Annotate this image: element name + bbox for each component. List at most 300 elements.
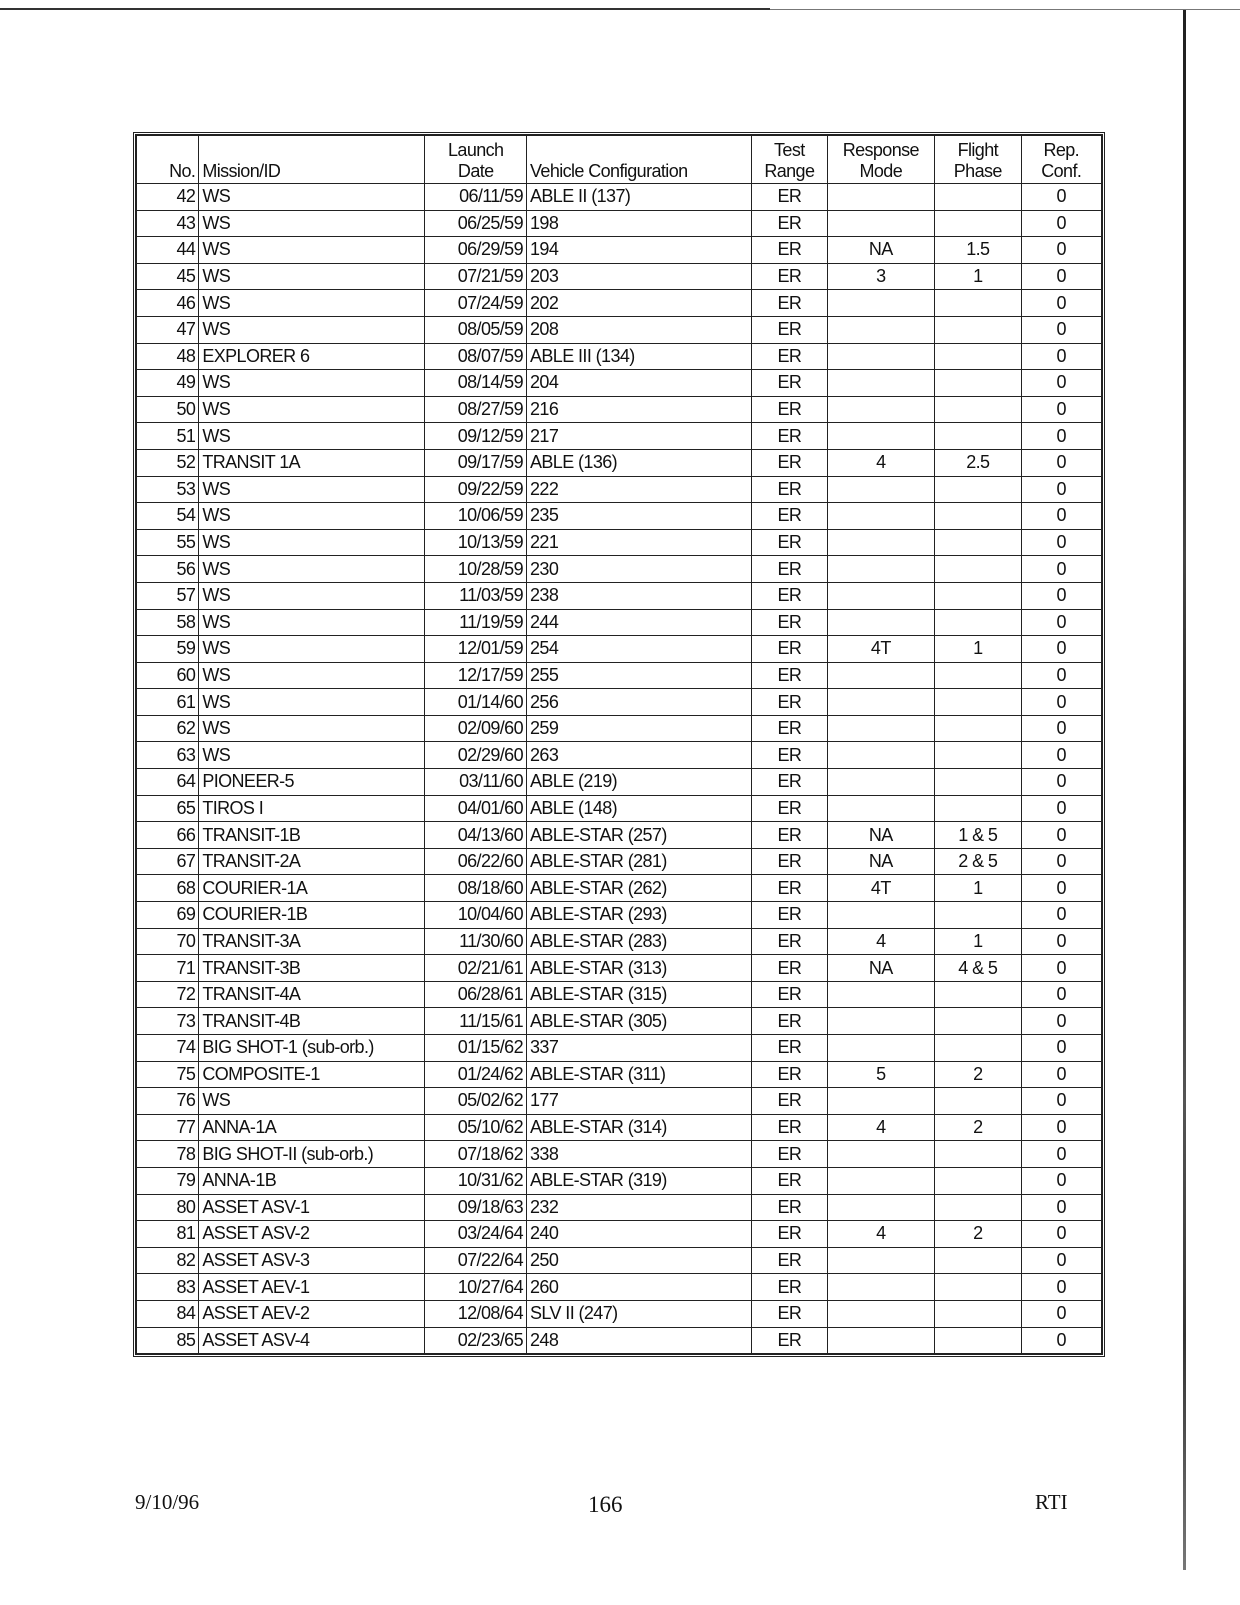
cell-vehicle: 217 (527, 423, 752, 450)
cell-test-range: ER (752, 503, 827, 530)
header-no: No. (137, 136, 199, 184)
cell-response-mode: NA (827, 822, 935, 849)
cell-rep-conf: 0 (1021, 689, 1101, 716)
cell-no: 71 (137, 955, 199, 982)
cell-mission: WS (199, 396, 425, 423)
cell-rep-conf: 0 (1021, 316, 1101, 343)
cell-no: 45 (137, 263, 199, 290)
table-row (137, 1061, 1102, 1088)
cell-no: 54 (137, 503, 199, 530)
cell-launch-date: 08/07/59 (425, 343, 527, 370)
cell-no: 47 (137, 316, 199, 343)
cell-no: 81 (137, 1221, 199, 1248)
cell-no: 53 (137, 476, 199, 503)
cell-no: 56 (137, 556, 199, 583)
table-body (137, 184, 1102, 1354)
cell-mission: WS (199, 210, 425, 237)
cell-launch-date: 12/17/59 (425, 662, 527, 689)
table-row (137, 795, 1102, 822)
table-row (137, 396, 1102, 423)
cell-no: 80 (137, 1194, 199, 1221)
cell-response-mode: 4 (827, 449, 935, 476)
cell-rep-conf: 0 (1021, 529, 1101, 556)
cell-rep-conf: 0 (1021, 556, 1101, 583)
table-row (137, 316, 1102, 343)
cell-no: 49 (137, 370, 199, 397)
table-row (137, 689, 1102, 716)
cell-mission: ASSET ASV-4 (199, 1327, 425, 1354)
cell-rep-conf: 0 (1021, 1114, 1101, 1141)
cell-flight-phase (935, 316, 1021, 343)
cell-launch-date: 04/01/60 (425, 795, 527, 822)
cell-rep-conf: 0 (1021, 1008, 1101, 1035)
table-row (137, 423, 1102, 450)
cell-response-mode (827, 1194, 935, 1221)
cell-vehicle: 230 (527, 556, 752, 583)
cell-vehicle: 338 (527, 1141, 752, 1168)
cell-flight-phase (935, 742, 1021, 769)
cell-response-mode (827, 1088, 935, 1115)
cell-response-mode: 4 (827, 1221, 935, 1248)
table-row (137, 370, 1102, 397)
cell-launch-date: 06/28/61 (425, 981, 527, 1008)
cell-response-mode (827, 343, 935, 370)
cell-rep-conf: 0 (1021, 1088, 1101, 1115)
cell-mission: WS (199, 689, 425, 716)
cell-rep-conf: 0 (1021, 1221, 1101, 1248)
cell-test-range: ER (752, 848, 827, 875)
cell-no: 48 (137, 343, 199, 370)
cell-rep-conf: 0 (1021, 1061, 1101, 1088)
cell-vehicle: 255 (527, 662, 752, 689)
table-row (137, 237, 1102, 264)
cell-launch-date: 11/03/59 (425, 582, 527, 609)
header-vehicle: Vehicle Configuration (527, 136, 752, 184)
cell-flight-phase (935, 1274, 1021, 1301)
cell-no: 74 (137, 1035, 199, 1062)
table-header-row (137, 136, 1102, 184)
cell-response-mode (827, 742, 935, 769)
cell-rep-conf: 0 (1021, 636, 1101, 663)
cell-no: 55 (137, 529, 199, 556)
cell-vehicle: 244 (527, 609, 752, 636)
cell-launch-date: 02/21/61 (425, 955, 527, 982)
table-row (137, 1035, 1102, 1062)
cell-response-mode (827, 423, 935, 450)
cell-mission: WS (199, 556, 425, 583)
cell-flight-phase (935, 529, 1021, 556)
cell-mission: WS (199, 370, 425, 397)
table-row (137, 1274, 1102, 1301)
cell-rep-conf: 0 (1021, 715, 1101, 742)
cell-rep-conf: 0 (1021, 263, 1101, 290)
cell-test-range: ER (752, 449, 827, 476)
cell-no: 64 (137, 769, 199, 796)
cell-rep-conf: 0 (1021, 609, 1101, 636)
cell-vehicle: 177 (527, 1088, 752, 1115)
cell-mission: ANNA-1A (199, 1114, 425, 1141)
cell-rep-conf: 0 (1021, 210, 1101, 237)
table-row (137, 476, 1102, 503)
cell-no: 63 (137, 742, 199, 769)
cell-response-mode: 4 (827, 928, 935, 955)
cell-mission: WS (199, 742, 425, 769)
cell-flight-phase: 2.5 (935, 449, 1021, 476)
table-row (137, 981, 1102, 1008)
cell-vehicle: ABLE-STAR (283) (527, 928, 752, 955)
cell-test-range: ER (752, 423, 827, 450)
table-row (137, 556, 1102, 583)
launch-table (136, 135, 1102, 1354)
cell-mission: TRANSIT 1A (199, 449, 425, 476)
cell-response-mode (827, 1167, 935, 1194)
cell-test-range: ER (752, 556, 827, 583)
table-row (137, 609, 1102, 636)
cell-launch-date: 11/19/59 (425, 609, 527, 636)
cell-flight-phase: 1 (935, 875, 1021, 902)
cell-rep-conf: 0 (1021, 928, 1101, 955)
cell-test-range: ER (752, 662, 827, 689)
cell-vehicle: 198 (527, 210, 752, 237)
cell-rep-conf: 0 (1021, 184, 1101, 211)
cell-flight-phase (935, 715, 1021, 742)
cell-test-range: ER (752, 715, 827, 742)
cell-response-mode (827, 1300, 935, 1327)
cell-flight-phase (935, 210, 1021, 237)
cell-rep-conf: 0 (1021, 822, 1101, 849)
cell-mission: ASSET AEV-1 (199, 1274, 425, 1301)
cell-launch-date: 11/30/60 (425, 928, 527, 955)
cell-launch-date: 09/22/59 (425, 476, 527, 503)
cell-vehicle: 203 (527, 263, 752, 290)
table-row (137, 848, 1102, 875)
cell-flight-phase: 2 (935, 1061, 1021, 1088)
cell-vehicle: ABLE-STAR (293) (527, 902, 752, 929)
cell-test-range: ER (752, 476, 827, 503)
table-row (137, 1194, 1102, 1221)
cell-response-mode (827, 556, 935, 583)
table-row (137, 875, 1102, 902)
cell-response-mode: 5 (827, 1061, 935, 1088)
table-row (137, 822, 1102, 849)
cell-flight-phase: 1.5 (935, 237, 1021, 264)
cell-response-mode (827, 689, 935, 716)
cell-no: 69 (137, 902, 199, 929)
table-row (137, 902, 1102, 929)
table-row (137, 343, 1102, 370)
cell-rep-conf: 0 (1021, 662, 1101, 689)
cell-vehicle: ABLE-STAR (313) (527, 955, 752, 982)
cell-vehicle: ABLE-STAR (315) (527, 981, 752, 1008)
cell-mission: TIROS I (199, 795, 425, 822)
cell-mission: WS (199, 237, 425, 264)
launch-table-frame (133, 132, 1105, 1357)
cell-launch-date: 06/25/59 (425, 210, 527, 237)
table-row (137, 928, 1102, 955)
cell-flight-phase (935, 795, 1021, 822)
table-row (137, 1327, 1102, 1354)
cell-response-mode (827, 715, 935, 742)
cell-no: 85 (137, 1327, 199, 1354)
cell-vehicle: 240 (527, 1221, 752, 1248)
cell-vehicle: 232 (527, 1194, 752, 1221)
cell-vehicle: ABLE III (134) (527, 343, 752, 370)
cell-test-range: ER (752, 742, 827, 769)
cell-launch-date: 07/18/62 (425, 1141, 527, 1168)
cell-mission: WS (199, 662, 425, 689)
cell-test-range: ER (752, 237, 827, 264)
cell-flight-phase (935, 1194, 1021, 1221)
cell-rep-conf: 0 (1021, 343, 1101, 370)
header-test-range: Test Range (752, 136, 827, 184)
cell-no: 77 (137, 1114, 199, 1141)
header-response-mode: Response Mode (827, 136, 935, 184)
cell-response-mode: 3 (827, 263, 935, 290)
cell-rep-conf: 0 (1021, 503, 1101, 530)
cell-response-mode: NA (827, 955, 935, 982)
cell-launch-date: 02/09/60 (425, 715, 527, 742)
cell-response-mode (827, 370, 935, 397)
cell-flight-phase (935, 290, 1021, 317)
cell-response-mode (827, 396, 935, 423)
cell-response-mode: 4 (827, 1114, 935, 1141)
cell-flight-phase (935, 1167, 1021, 1194)
cell-no: 57 (137, 582, 199, 609)
cell-rep-conf: 0 (1021, 1274, 1101, 1301)
cell-launch-date: 02/23/65 (425, 1327, 527, 1354)
cell-no: 61 (137, 689, 199, 716)
cell-vehicle: 248 (527, 1327, 752, 1354)
cell-response-mode (827, 1247, 935, 1274)
cell-vehicle: ABLE-STAR (311) (527, 1061, 752, 1088)
cell-mission: TRANSIT-4A (199, 981, 425, 1008)
cell-response-mode (827, 503, 935, 530)
cell-response-mode (827, 1035, 935, 1062)
cell-no: 76 (137, 1088, 199, 1115)
cell-vehicle: 260 (527, 1274, 752, 1301)
cell-response-mode (827, 795, 935, 822)
cell-vehicle: 208 (527, 316, 752, 343)
cell-flight-phase (935, 662, 1021, 689)
cell-vehicle: ABLE (136) (527, 449, 752, 476)
cell-mission: TRANSIT-2A (199, 848, 425, 875)
cell-flight-phase (935, 1300, 1021, 1327)
cell-flight-phase (935, 1327, 1021, 1354)
table-row (137, 1300, 1102, 1327)
cell-launch-date: 06/22/60 (425, 848, 527, 875)
cell-flight-phase (935, 396, 1021, 423)
cell-no: 62 (137, 715, 199, 742)
cell-launch-date: 09/18/63 (425, 1194, 527, 1221)
cell-vehicle: ABLE (148) (527, 795, 752, 822)
cell-mission: PIONEER-5 (199, 769, 425, 796)
cell-vehicle: ABLE (219) (527, 769, 752, 796)
cell-rep-conf: 0 (1021, 955, 1101, 982)
cell-vehicle: 250 (527, 1247, 752, 1274)
cell-no: 72 (137, 981, 199, 1008)
table-row (137, 1008, 1102, 1035)
cell-test-range: ER (752, 582, 827, 609)
cell-response-mode (827, 184, 935, 211)
cell-test-range: ER (752, 290, 827, 317)
cell-test-range: ER (752, 769, 827, 796)
cell-flight-phase: 1 (935, 263, 1021, 290)
cell-rep-conf: 0 (1021, 875, 1101, 902)
cell-rep-conf: 0 (1021, 237, 1101, 264)
header-rep-conf: Rep. Conf. (1021, 136, 1101, 184)
cell-response-mode (827, 529, 935, 556)
cell-response-mode (827, 981, 935, 1008)
cell-test-range: ER (752, 1274, 827, 1301)
cell-response-mode (827, 902, 935, 929)
cell-test-range: ER (752, 636, 827, 663)
cell-vehicle: 337 (527, 1035, 752, 1062)
cell-vehicle: 216 (527, 396, 752, 423)
cell-mission: ASSET ASV-1 (199, 1194, 425, 1221)
table-row (137, 184, 1102, 211)
cell-no: 73 (137, 1008, 199, 1035)
cell-launch-date: 03/24/64 (425, 1221, 527, 1248)
cell-mission: EXPLORER 6 (199, 343, 425, 370)
cell-mission: COURIER-1A (199, 875, 425, 902)
cell-test-range: ER (752, 529, 827, 556)
cell-response-mode (827, 1141, 935, 1168)
cell-mission: ANNA-1B (199, 1167, 425, 1194)
cell-mission: WS (199, 529, 425, 556)
cell-vehicle: 204 (527, 370, 752, 397)
cell-vehicle: ABLE-STAR (314) (527, 1114, 752, 1141)
cell-no: 83 (137, 1274, 199, 1301)
cell-flight-phase (935, 503, 1021, 530)
cell-rep-conf: 0 (1021, 902, 1101, 929)
cell-response-mode (827, 662, 935, 689)
cell-mission: COMPOSITE-1 (199, 1061, 425, 1088)
cell-rep-conf: 0 (1021, 1167, 1101, 1194)
cell-no: 44 (137, 237, 199, 264)
cell-response-mode (827, 316, 935, 343)
cell-vehicle: ABLE-STAR (305) (527, 1008, 752, 1035)
cell-mission: WS (199, 636, 425, 663)
cell-test-range: ER (752, 184, 827, 211)
scan-border-top-faint (770, 9, 1240, 10)
cell-rep-conf: 0 (1021, 1141, 1101, 1168)
scan-border-right (1183, 10, 1186, 1570)
cell-vehicle: 222 (527, 476, 752, 503)
cell-test-range: ER (752, 955, 827, 982)
cell-mission: WS (199, 1088, 425, 1115)
cell-no: 68 (137, 875, 199, 902)
cell-flight-phase (935, 609, 1021, 636)
cell-vehicle: 194 (527, 237, 752, 264)
cell-test-range: ER (752, 316, 827, 343)
table-row (137, 1221, 1102, 1248)
cell-test-range: ER (752, 1141, 827, 1168)
cell-no: 58 (137, 609, 199, 636)
cell-no: 65 (137, 795, 199, 822)
cell-test-range: ER (752, 1221, 827, 1248)
cell-test-range: ER (752, 1327, 827, 1354)
cell-test-range: ER (752, 370, 827, 397)
cell-flight-phase: 2 & 5 (935, 848, 1021, 875)
cell-response-mode: NA (827, 237, 935, 264)
cell-flight-phase (935, 1247, 1021, 1274)
cell-response-mode (827, 1327, 935, 1354)
cell-launch-date: 12/01/59 (425, 636, 527, 663)
cell-vehicle: ABLE-STAR (262) (527, 875, 752, 902)
cell-flight-phase (935, 184, 1021, 211)
page-number: 166 (588, 1492, 623, 1517)
cell-launch-date: 01/15/62 (425, 1035, 527, 1062)
cell-response-mode (827, 290, 935, 317)
cell-response-mode: 4T (827, 875, 935, 902)
cell-vehicle: 202 (527, 290, 752, 317)
cell-rep-conf: 0 (1021, 848, 1101, 875)
cell-vehicle: ABLE II (137) (527, 184, 752, 211)
cell-mission: BIG SHOT-1 (sub-orb.) (199, 1035, 425, 1062)
cell-vehicle: 235 (527, 503, 752, 530)
table-row (137, 529, 1102, 556)
cell-test-range: ER (752, 902, 827, 929)
cell-mission: TRANSIT-4B (199, 1008, 425, 1035)
cell-launch-date: 10/31/62 (425, 1167, 527, 1194)
header-flight-phase: Flight Phase (935, 136, 1021, 184)
cell-launch-date: 08/27/59 (425, 396, 527, 423)
cell-mission: COURIER-1B (199, 902, 425, 929)
cell-flight-phase: 2 (935, 1221, 1021, 1248)
cell-launch-date: 02/29/60 (425, 742, 527, 769)
footer-organization: RTI (1035, 1490, 1068, 1514)
cell-launch-date: 01/14/60 (425, 689, 527, 716)
cell-flight-phase (935, 1088, 1021, 1115)
cell-mission: WS (199, 316, 425, 343)
table-row (137, 662, 1102, 689)
cell-launch-date: 07/21/59 (425, 263, 527, 290)
cell-no: 79 (137, 1167, 199, 1194)
cell-launch-date: 08/14/59 (425, 370, 527, 397)
cell-flight-phase (935, 1008, 1021, 1035)
table-row (137, 1167, 1102, 1194)
cell-flight-phase: 1 (935, 928, 1021, 955)
cell-mission: WS (199, 476, 425, 503)
cell-test-range: ER (752, 795, 827, 822)
table-row (137, 715, 1102, 742)
table-row (137, 769, 1102, 796)
cell-mission: ASSET ASV-2 (199, 1221, 425, 1248)
cell-launch-date: 10/28/59 (425, 556, 527, 583)
cell-launch-date: 09/12/59 (425, 423, 527, 450)
cell-mission: WS (199, 263, 425, 290)
cell-rep-conf: 0 (1021, 1247, 1101, 1274)
cell-flight-phase (935, 343, 1021, 370)
cell-test-range: ER (752, 210, 827, 237)
cell-no: 84 (137, 1300, 199, 1327)
cell-flight-phase (935, 582, 1021, 609)
cell-mission: WS (199, 609, 425, 636)
cell-no: 66 (137, 822, 199, 849)
cell-test-range: ER (752, 1247, 827, 1274)
table-row (137, 1247, 1102, 1274)
cell-mission: WS (199, 184, 425, 211)
cell-mission: TRANSIT-3B (199, 955, 425, 982)
cell-launch-date: 10/06/59 (425, 503, 527, 530)
cell-launch-date: 09/17/59 (425, 449, 527, 476)
cell-launch-date: 07/24/59 (425, 290, 527, 317)
scan-border-top (0, 8, 770, 10)
cell-response-mode: 4T (827, 636, 935, 663)
cell-rep-conf: 0 (1021, 476, 1101, 503)
cell-vehicle: 259 (527, 715, 752, 742)
cell-mission: TRANSIT-3A (199, 928, 425, 955)
